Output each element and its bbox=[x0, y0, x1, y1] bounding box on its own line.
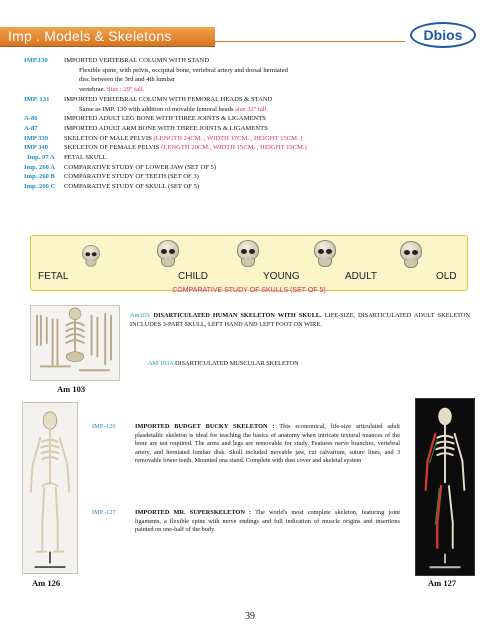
am103-code: Am103. bbox=[130, 312, 151, 319]
imp127-code: IMP.-127 bbox=[92, 509, 116, 516]
item-desc: SKELETON OF FEMALE PELVIS bbox=[64, 144, 160, 152]
imp127-description bbox=[135, 509, 400, 535]
am103-text: LIFE-SIZE, DISARTICULATED ADULT SKELETON INCLUDES 3-PART SKULL, LEFT HAND AND LEFT FOOT ON WIRE. bbox=[130, 312, 470, 328]
item-code: Imp. 97 A bbox=[27, 154, 55, 162]
am103-label: Am 103 bbox=[57, 384, 86, 394]
adult-skull-image bbox=[312, 240, 338, 270]
item-size: size 32" tall bbox=[235, 105, 267, 113]
item-code: A-86 bbox=[24, 115, 38, 123]
item-code: IMP 340 bbox=[24, 144, 48, 152]
catalog-row bbox=[24, 95, 464, 105]
item-code: Imp. 260 B bbox=[24, 173, 55, 181]
am103-lead: DISARTICULATED HUMAN SKELETON WITH SKULL. bbox=[153, 312, 322, 319]
imp127-text: The world's most complete skeleton, featuring joint ligaments, a flexible spine with nerve endings and full indication of muscle origins and insertions painted on one-half of the body. bbox=[135, 509, 400, 534]
skull-label-fetal: FETAL bbox=[38, 271, 69, 282]
item-desc: COMPARATIVE STUDY OF SKULL (SET OF 5) bbox=[64, 183, 200, 191]
child-skull-image bbox=[155, 240, 181, 270]
imp126-lead: IMPORTED BUDGET BUCKY SKELETON : bbox=[135, 423, 275, 430]
page-number: 39 bbox=[245, 611, 255, 622]
catalog-row bbox=[24, 153, 464, 163]
young-skull-image bbox=[235, 240, 261, 270]
am103a-code: AM 103A bbox=[148, 360, 174, 367]
header-band bbox=[0, 27, 215, 47]
item-desc: vertebrae. bbox=[79, 86, 106, 94]
catalog-row bbox=[24, 124, 464, 134]
am103-description bbox=[130, 312, 470, 329]
catalog-row bbox=[24, 56, 464, 66]
brand-logo: Dbios bbox=[410, 22, 476, 48]
imp126-code: IMP.-126 bbox=[92, 423, 116, 430]
skull-label-child: CHILD bbox=[178, 271, 209, 282]
catalog-row bbox=[24, 105, 464, 115]
skull-label-young: YOUNG bbox=[263, 271, 300, 282]
item-desc: Same as IMP. 130 with addition of movable femoral heads bbox=[79, 105, 234, 113]
item-desc: COMPARATIVE STUDY OF LOWER JAW (SET OF 5) bbox=[64, 163, 217, 171]
item-desc: IMPORTED VERTEBRAL COLUMN WITH STAND bbox=[64, 57, 210, 64]
catalog-row bbox=[24, 85, 464, 95]
item-code: IMP.130 bbox=[24, 57, 48, 64]
item-desc: IMPORTED VERTEBRAL COLUMN WITH FEMORAL HEADS & STAND bbox=[64, 95, 273, 103]
catalog-list bbox=[24, 56, 464, 192]
catalog-row bbox=[24, 182, 464, 192]
item-desc: IMPORTED ADULT ARM BONE WITH THREE JOINTS & LIGAMENTS bbox=[64, 124, 268, 132]
section-title: Imp . Models & Skeletons bbox=[8, 28, 172, 44]
budget-skeleton-photo bbox=[22, 402, 78, 574]
catalog-row bbox=[24, 143, 464, 153]
item-desc: disc between the 3rd and 4th lumbar bbox=[79, 76, 175, 84]
item-desc: Flexible spine, with pelvis, occipital bone, vertebral artery and dorsal herniated bbox=[79, 66, 288, 74]
item-desc: IMPORTED ADULT LEG BONE WITH THREE JOINTS & LIGAMENTS bbox=[64, 115, 266, 123]
old-skull-image bbox=[398, 241, 424, 271]
item-desc: SKELETON OF MALE PELVIS bbox=[64, 134, 152, 142]
catalog-row bbox=[24, 66, 464, 76]
am127-label: Am 127 bbox=[428, 578, 457, 588]
skull-label-adult: ADULT bbox=[345, 271, 378, 282]
item-code: Imp. 260 A bbox=[24, 163, 55, 171]
skull-caption: COMPARATIVE STUDY OF SKULLS (SET OF 5) bbox=[172, 287, 326, 294]
catalog-row bbox=[24, 163, 464, 173]
am126-label: Am 126 bbox=[32, 578, 61, 588]
super-skeleton-photo bbox=[415, 398, 475, 576]
imp126-description bbox=[135, 423, 400, 466]
item-size: Size : 29" tall. bbox=[106, 86, 145, 94]
disarticulated-skeleton-photo bbox=[30, 305, 120, 381]
am103a-description bbox=[148, 360, 448, 369]
imp127-lead: IMPORTED MR. SUPERSKELETON : bbox=[135, 509, 252, 516]
item-size: (LENGTH 24CM. , WIDTH 17CM. , HEIGHT 15CM. ) bbox=[153, 134, 303, 142]
catalog-row bbox=[24, 134, 464, 144]
item-code: IMP. 131 bbox=[24, 95, 50, 103]
fetal-skull-image bbox=[81, 245, 102, 269]
am103a-text: DISARTICULATED MUSCULAR SKELETON bbox=[174, 360, 299, 367]
header-rule bbox=[215, 41, 405, 42]
item-size: (LENGTH 20CM., WIDTH 15CM. , HEIGHT 19CM.) bbox=[161, 144, 307, 152]
item-code: A-87 bbox=[24, 124, 38, 132]
item-desc: COMPARATIVE STUDY OF TEETH (SET OF 3) bbox=[64, 173, 199, 181]
catalog-row bbox=[24, 172, 464, 182]
catalog-row bbox=[24, 75, 464, 85]
catalog-row bbox=[24, 114, 464, 124]
skull-label-old: OLD bbox=[436, 271, 457, 282]
item-desc: FETAL SKULL bbox=[64, 154, 107, 162]
item-code: Imp. 260 C bbox=[24, 183, 56, 191]
imp126-text: This economical, life-size articulated adult plasdetaltic skeleton is ideal for teaching the basics of anatomy when intricate textural nuances of the bone are not required. The arms and legs are removable for study. Features nerve branches, vertebral artery, and herniated lumbar disk. Skull included movable jaw, cut calvarium, suture lines, and 3 removable lower teeth. Mounted ona stand. Complete with dust cover and skeletal system bbox=[135, 423, 400, 465]
item-code: IMP 339 bbox=[24, 134, 48, 142]
